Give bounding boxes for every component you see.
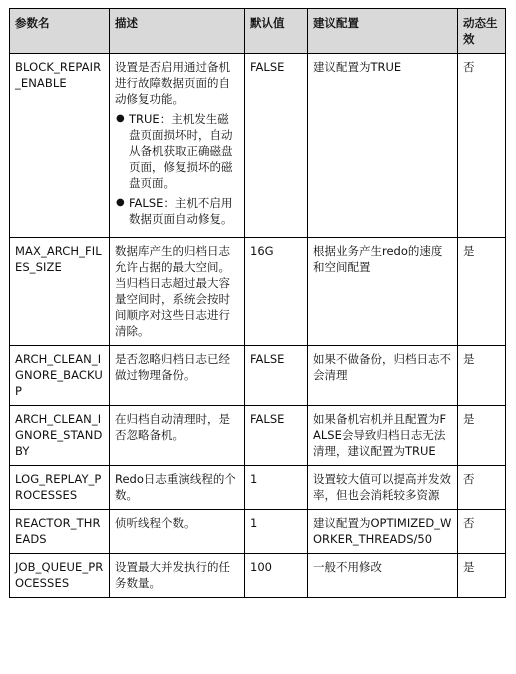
suggestion-cell: 一般不用修改 [308, 554, 458, 598]
table-row [10, 54, 506, 238]
header-default-value: 默认值 [245, 9, 308, 54]
param-name-cell: ARCH_CLEAN_IGNORE_BACKUP [10, 346, 110, 406]
bullet-text: FALSE：主机不启用数据页面自动修复。 [129, 196, 233, 226]
table-row [10, 510, 506, 554]
param-name-cell: JOB_QUEUE_PROCESSES [10, 554, 110, 598]
default-value-cell: 16G [245, 238, 308, 346]
description-cell: 在归档自动清理时，是否忽略备机。 [110, 406, 245, 466]
table-row [10, 554, 506, 598]
default-value-cell: 100 [245, 554, 308, 598]
bullet-item [115, 195, 239, 227]
suggestion-cell: 建议配置为OPTIMIZED_WORKER_THREADS/50 [308, 510, 458, 554]
param-name-cell: LOG_REPLAY_PROCESSES [10, 466, 110, 510]
param-name-cell: MAX_ARCH_FILES_SIZE [10, 238, 110, 346]
document-page [9, 8, 505, 598]
param-name-cell: REACTOR_THREADS [10, 510, 110, 554]
dynamic-cell: 是 [458, 554, 506, 598]
default-value-cell: FALSE [245, 406, 308, 466]
parameter-table [9, 8, 506, 598]
param-name-cell: BLOCK_REPAIR_ENABLE [10, 54, 110, 238]
description-cell: 设置最大并发执行的任务数量。 [110, 554, 245, 598]
dynamic-cell: 否 [458, 466, 506, 510]
dynamic-cell: 是 [458, 406, 506, 466]
bullet-dot-icon: ● [116, 113, 125, 124]
description-cell: Redo日志重演线程的个数。 [110, 466, 245, 510]
description-cell [110, 54, 245, 238]
header-param-name: 参数名 [10, 9, 110, 54]
description-text: 设置是否启用通过备机进行故障数据页面的自动修复功能。 [115, 60, 230, 106]
default-value-cell: 1 [245, 466, 308, 510]
description-cell: 数据库产生的归档日志允许占据的最大空间。当归档日志超过最大容量空间时，系统会按时间顺序对这些日志进行清除。 [110, 238, 245, 346]
suggestion-cell: 设置较大值可以提高并发效率，但也会消耗较多资源 [308, 466, 458, 510]
header-dynamic: 动态生效 [458, 9, 506, 54]
table-row [10, 238, 506, 346]
bullet-list [115, 111, 239, 227]
description-cell: 侦听线程个数。 [110, 510, 245, 554]
bullet-item [115, 111, 239, 191]
suggestion-cell: 如果备机宕机并且配置为FALSE会导致归档日志无法清理，建议配置为TRUE [308, 406, 458, 466]
table-row [10, 406, 506, 466]
description-cell: 是否忽略归档日志已经做过物理备份。 [110, 346, 245, 406]
suggestion-cell: 根据业务产生redo的速度和空间配置 [308, 238, 458, 346]
default-value-cell: FALSE [245, 346, 308, 406]
param-name-cell: ARCH_CLEAN_IGNORE_STANDBY [10, 406, 110, 466]
default-value-cell: FALSE [245, 54, 308, 238]
suggestion-cell: 建议配置为TRUE [308, 54, 458, 238]
table-row [10, 346, 506, 406]
dynamic-cell: 否 [458, 510, 506, 554]
dynamic-cell: 是 [458, 346, 506, 406]
table-header-row [10, 9, 506, 54]
suggestion-cell: 如果不做备份，归档日志不会清理 [308, 346, 458, 406]
dynamic-cell: 否 [458, 54, 506, 238]
bullet-dot-icon: ● [116, 197, 125, 208]
default-value-cell: 1 [245, 510, 308, 554]
bullet-text: TRUE：主机发生磁盘页面损坏时，自动从备机获取正确磁盘页面，修复损坏的磁盘页面。 [129, 112, 233, 190]
header-suggestion: 建议配置 [308, 9, 458, 54]
dynamic-cell: 是 [458, 238, 506, 346]
header-description: 描述 [110, 9, 245, 54]
table-row [10, 466, 506, 510]
